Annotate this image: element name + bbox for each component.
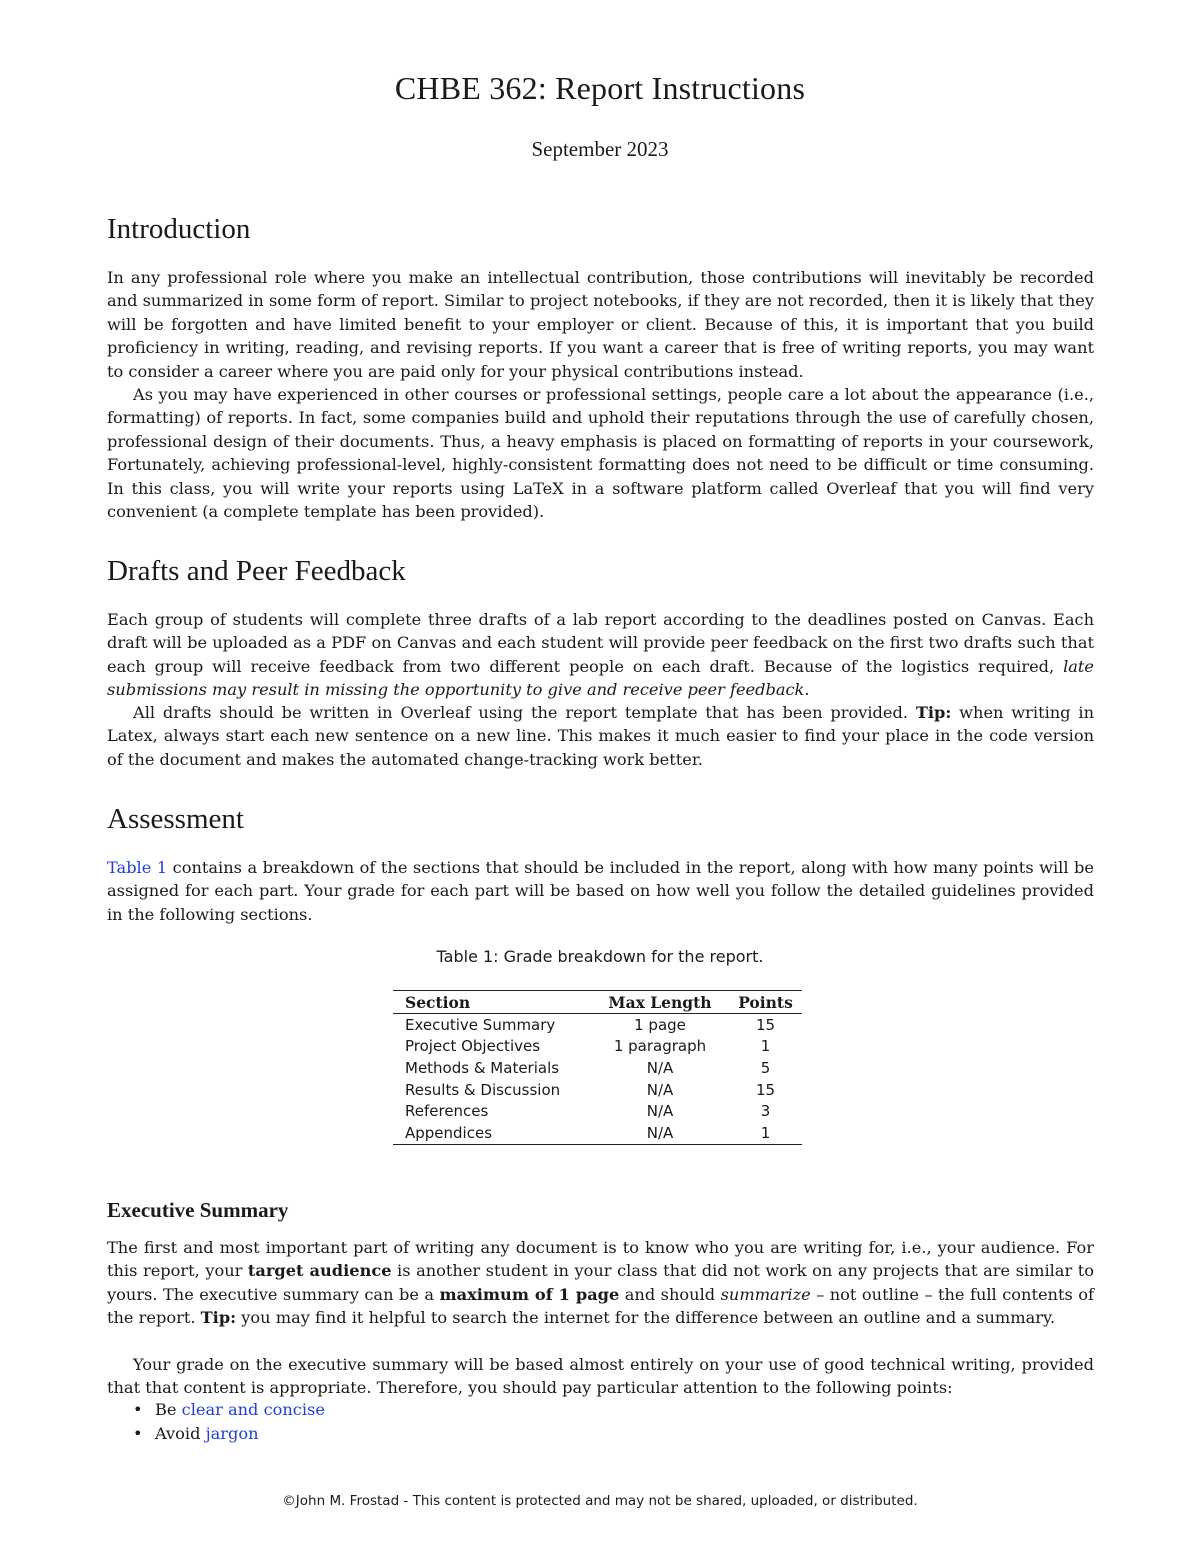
intro-paragraph-2-text-a: As you may have experienced in other courses or professional settings, people care a lot about the appearance (i.e., formatting) of reports. In fact, some companies build and uphold their reputations through the use of carefully chosen, professional design of their documents. Thus, a heavy emphasis is placed on formatting of reports in your coursework, Fortunately, achieving professional-level, highly-consistent formatting does not need to be difficult or time consuming. In this class, you will write your reports using <box>107 385 1094 498</box>
exec-paragraph-1 <box>107 1236 1094 1330</box>
table-caption: Table 1: Grade breakdown for the report. <box>436 947 764 966</box>
bullet-icon: • <box>133 1424 143 1443</box>
exec-text-c: and should <box>619 1284 721 1304</box>
cell-points: 1 <box>760 1123 771 1142</box>
cell-points: 1 <box>760 1037 771 1056</box>
bullet-prefix: Avoid <box>155 1424 206 1443</box>
drafts-paragraph-1-text: Each group of students will complete three drafts of a lab report according to the deadlines posted on Canvas. Each draft will be uploaded as a PDF on Canvas and each student will provide peer feedback on the first two drafts such that each group will receive feedback from two different people on each draft. Because of the logistics required, <box>107 610 1094 676</box>
grade-breakdown-table <box>393 990 802 1145</box>
cell-max-length: N/A <box>646 1102 674 1121</box>
drafts-paragraph-2-text-b: when writing in Latex, always start each new sentence on a new line. This makes it much easier to find your place in the code version of the document and makes the automated change-tracking work better. <box>107 703 1094 769</box>
cell-section: Methods & Materials <box>405 1058 560 1077</box>
drafts-paragraph-2 <box>107 701 1094 771</box>
cell-max-length: N/A <box>646 1058 674 1077</box>
cell-section: Project Objectives <box>405 1037 541 1056</box>
jargon-link[interactable]: jargon <box>205 1424 259 1443</box>
target-audience-label: target audience <box>247 1261 392 1281</box>
cell-section: References <box>405 1102 489 1121</box>
subsection-heading-executive-summary: Executive Summary <box>107 1198 289 1222</box>
table-1-link[interactable]: Table 1 <box>107 858 168 877</box>
assessment-paragraph-text: contains a breakdown of the sections that should be included in the report, along with how many points will be assigned for each part. Your grade for each part will be based on how well you follow the detailed guidelines provided in the following sections. <box>107 858 1094 924</box>
column-header-points: Points <box>729 991 802 1014</box>
intro-paragraph-2-text-b: in a software platform called Overleaf that you will find very convenient (a complete template has been provided). <box>107 478 1094 522</box>
table-row <box>393 1122 802 1144</box>
latex-logo: LaTeX <box>512 478 564 498</box>
exec-text-d: – not outline – the full contents of the report. <box>107 1284 1094 1328</box>
cell-max-length: 1 page <box>634 1015 686 1034</box>
section-heading-drafts: Drafts and Peer Feedback <box>107 555 406 587</box>
exec-text-b: is another student in your class that did not work on any projects that are similar to yours. The executive summary can be a <box>107 1261 1094 1304</box>
exec-paragraph-2: Your grade on the executive summary will be based almost entirely on your use of good technical writing, provided that that content is appropriate. Therefore, you should pay particular attention to the following points: <box>107 1355 1094 1398</box>
document-title: CHBE 362: Report Instructions <box>394 70 806 106</box>
list-item <box>133 1422 325 1446</box>
cell-section: Appendices <box>405 1123 493 1142</box>
cell-max-length: N/A <box>646 1123 674 1142</box>
copyright-footer: ©John M. Frostad - This content is protected and may not be shared, uploaded, or distributed. <box>282 1493 918 1509</box>
drafts-paragraph-1 <box>107 608 1094 702</box>
table-header-row <box>393 991 802 1014</box>
list-item <box>133 1398 325 1422</box>
cell-max-length: N/A <box>646 1080 674 1099</box>
bullet-prefix: Be <box>155 1400 182 1419</box>
late-submissions-note: late submissions may result in missing the opportunity to give and receive peer feedback. <box>107 656 1094 700</box>
table-row <box>393 1057 802 1079</box>
intro-paragraph-2 <box>107 383 1094 523</box>
intro-paragraph-1: In any professional role where you make an intellectual contribution, those contributions will inevitably be recorded and summarized in some form of report. Similar to project notebooks, if they are not recorded, then it is likely that they will be forgotten and have limited benefit to your employer or client. Because of this, it is important that you build proficiency in writing, reading, and revising reports. If you want a career that is free of writing reports, you may want to consider a career where you are paid only for your physical contributions instead. <box>107 268 1094 381</box>
table-row <box>393 1036 802 1058</box>
max-length-label: maximum of 1 page <box>439 1284 620 1304</box>
cell-max-length: 1 paragraph <box>613 1037 707 1056</box>
table-row <box>393 1079 802 1101</box>
cell-points: 15 <box>755 1015 776 1034</box>
section-heading-introduction: Introduction <box>107 213 251 245</box>
drafts-paragraph-2-text-a: All drafts should be written in Overleaf using the report template that has been provided. <box>133 703 916 722</box>
cell-section: Executive Summary <box>405 1015 556 1034</box>
cell-points: 5 <box>760 1058 771 1077</box>
clear-and-concise-link[interactable]: clear and concise <box>181 1400 325 1419</box>
assessment-paragraph <box>107 856 1094 926</box>
exec-tip-label: Tip: <box>200 1308 237 1328</box>
exec-bullet-list <box>133 1398 325 1446</box>
exec-text-e: you may find it helpful to search the internet for the difference between an outline and a summary. <box>236 1308 1056 1328</box>
bullet-icon: • <box>133 1400 143 1419</box>
summarize-emphasis: summarize <box>720 1284 811 1304</box>
cell-points: 15 <box>755 1080 776 1099</box>
table-row <box>393 1014 802 1036</box>
section-heading-assessment: Assessment <box>107 803 244 835</box>
table-row <box>393 1100 802 1122</box>
cell-section: Results & Discussion <box>405 1080 561 1099</box>
document-date: September 2023 <box>531 137 669 161</box>
drafts-tip-label: Tip: <box>915 703 952 722</box>
column-header-max-length: Max Length <box>591 991 729 1014</box>
column-header-section: Section <box>393 991 591 1014</box>
cell-points: 3 <box>760 1102 771 1121</box>
exec-text-a: The first and most important part of writing any document is to know who you are writing for, i.e., your audience. For this report, your <box>107 1238 1094 1281</box>
